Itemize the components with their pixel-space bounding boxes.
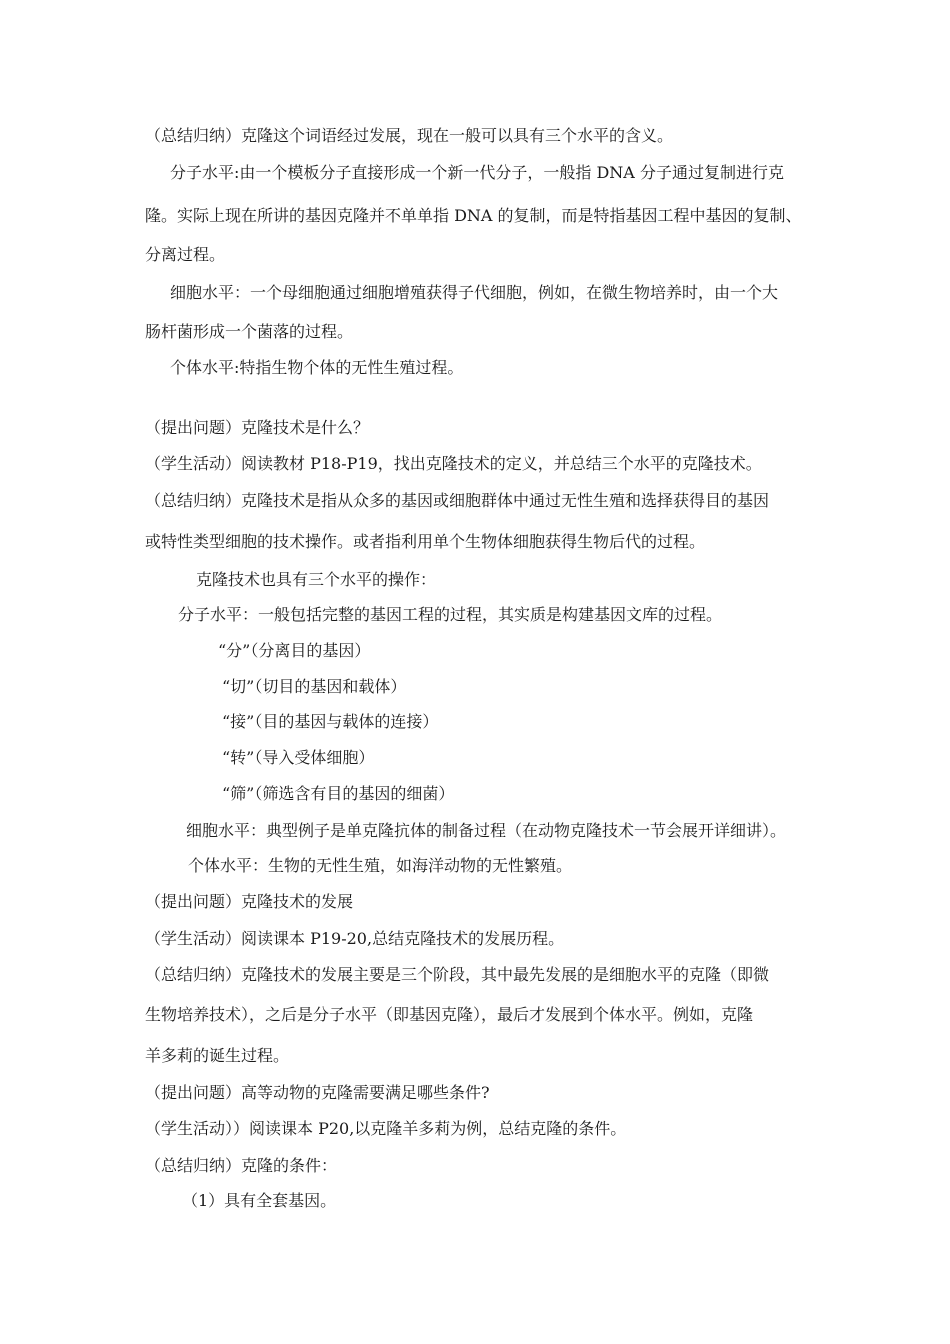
paragraph-activity-read-p19: （学生活动）阅读课本 P19-20,总结克隆技术的发展历程。: [145, 929, 565, 948]
paragraph-activity-read-p18: （学生活动）阅读教材 P18-P19，找出克隆技术的定义，并总结三个水平的克隆技术。: [145, 454, 762, 473]
paragraph-question-conditions: （提出问题）高等动物的克隆需要满足哪些条件?: [145, 1083, 490, 1102]
paragraph-summary-clone-meaning: （总结归纳）克隆这个词语经过发展，现在一般可以具有三个水平的含义。: [145, 126, 674, 145]
paragraph-summary-conditions: （总结归纳）克隆的条件：: [145, 1156, 338, 1175]
paragraph-cell-level-cont: 肠杆菌形成一个菌落的过程。: [145, 322, 354, 341]
paragraph-individual-operation: 个体水平：生物的无性生殖，如海洋动物的无性繁殖。: [188, 856, 573, 875]
paragraph-question-development: （提出问题）克隆技术的发展: [145, 892, 354, 911]
paragraph-activity-read-p20: （学生活动））阅读课本 P20,以克隆羊多莉为例，总结克隆的条件。: [145, 1119, 627, 1138]
list-item-screen: “筛”（筛选含有目的基因的细菌）: [222, 784, 455, 803]
paragraph-summary-development: （总结归纳）克隆技术的发展主要是三个阶段，其中最先发展的是细胞水平的克隆（即微: [145, 965, 770, 984]
paragraph-summary-definition: （总结归纳）克隆技术是指从众多的基因或细胞群体中通过无性生殖和选择获得目的基因: [145, 491, 770, 510]
paragraph-cell-level: 细胞水平：一个母细胞通过细胞增殖获得子代细胞，例如，在微生物培养时，由一个大: [170, 283, 779, 302]
paragraph-three-levels-operation: 克隆技术也具有三个水平的操作：: [196, 570, 437, 589]
list-item-condition-1: （1）具有全套基因。: [182, 1191, 337, 1210]
paragraph-individual-level: 个体水平:特指生物个体的无性生殖过程。: [170, 358, 464, 377]
list-item-separate: “分”（分离目的基因）: [218, 641, 371, 660]
list-item-cut: “切”（切目的基因和载体）: [222, 677, 407, 696]
paragraph-summary-development-cont2: 羊多莉的诞生过程。: [145, 1046, 290, 1065]
paragraph-molecular-level-cont: 隆。实际上现在所讲的基因克隆并不单单指 DNA 的复制，而是特指基因工程中基因的复制、: [145, 206, 802, 225]
paragraph-molecular-operation: 分子水平：一般包括完整的基因工程的过程，其实质是构建基因文库的过程。: [178, 605, 723, 624]
paragraph-molecular-level-cont2: 分离过程。: [145, 245, 226, 264]
paragraph-summary-definition-cont: 或特性类型细胞的技术操作。或者指利用单个生物体细胞获得生物后代的过程。: [145, 532, 706, 551]
list-item-transform: “转”（导入受体细胞）: [222, 748, 375, 767]
paragraph-molecular-level: 分子水平:由一个模板分子直接形成一个新一代分子，一般指 DNA 分子通过复制进行克: [170, 163, 784, 182]
paragraph-question-what-is-cloning: （提出问题）克隆技术是什么？: [145, 418, 370, 437]
paragraph-cell-operation: 细胞水平：典型例子是单克隆抗体的制备过程（在动物克隆技术一节会展开详细讲）。: [186, 821, 787, 840]
list-item-join: “接”（目的基因与载体的连接）: [222, 712, 439, 731]
paragraph-summary-development-cont: 生物培养技术），之后是分子水平（即基因克隆），最后才发展到个体水平。例如，克隆: [145, 1005, 754, 1024]
